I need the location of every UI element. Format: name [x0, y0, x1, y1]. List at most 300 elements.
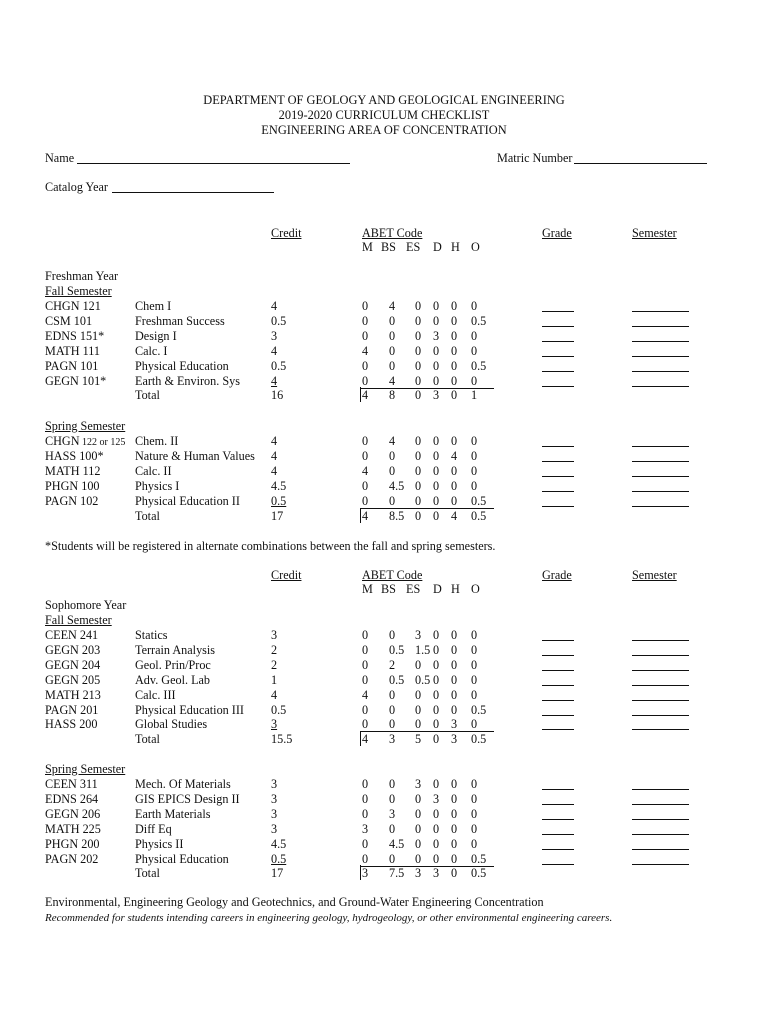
grade-blank-line[interactable] [542, 804, 574, 805]
abet-value: 0 [389, 702, 396, 717]
abet-total-value: 5 [415, 732, 422, 747]
abet-value: 0 [415, 299, 422, 313]
course-code: EDNS 264 [45, 791, 99, 806]
course-credit: 4.5 [271, 478, 287, 493]
abet-total-value: 0 [415, 508, 422, 523]
abet-value: 0 [451, 821, 458, 836]
grade-blank-line[interactable] [542, 491, 574, 492]
abet-subcode-header: ES [406, 582, 421, 596]
course-name: Earth Materials [135, 806, 211, 821]
abet-value: 0 [362, 642, 369, 657]
grade-blank-line[interactable] [542, 864, 574, 865]
course-code: PAGN 201 [45, 702, 99, 717]
abet-total-value: 0 [433, 732, 440, 747]
semester-heading: Fall Semester [45, 284, 112, 298]
course-code: MATH 225 [45, 821, 101, 836]
abet-value: 0 [451, 672, 458, 687]
course-code: GEGN 101* [45, 373, 107, 388]
abet-value: 0 [433, 434, 440, 448]
abet-value: 0 [362, 672, 369, 687]
grade-blank-line[interactable] [542, 311, 574, 312]
abet-total-bracket [360, 731, 361, 746]
abet-value: 0 [415, 313, 422, 328]
abet-value: 0 [389, 851, 396, 866]
abet-value: 2 [389, 657, 396, 672]
course-code: EDNS 151* [45, 328, 105, 343]
abet-value: 0 [451, 657, 458, 672]
course-name: Earth & Environ. Sys [135, 373, 240, 388]
abet-value: 0 [389, 628, 396, 642]
name-input-line[interactable] [77, 163, 350, 164]
semester-column-header: Semester [632, 226, 677, 240]
abet-subcode-header: O [471, 582, 480, 596]
semester-blank-line[interactable] [632, 356, 689, 357]
abet-subcode-header: ES [406, 240, 421, 254]
abet-value: 0 [471, 434, 478, 448]
abet-value: 0 [433, 448, 440, 463]
abet-value: 4.5 [389, 478, 405, 493]
recommendation-note: Recommended for students intending careers in engineering geology, hydrogeology, or other environmental engineering careers. [45, 912, 613, 924]
semester-blank-line[interactable] [632, 849, 689, 850]
abet-total-value: 3 [415, 866, 422, 881]
abet-total-value: 3 [389, 732, 396, 747]
abet-value: 0 [415, 702, 422, 717]
abet-value: 3 [433, 791, 440, 806]
abet-value: 0 [433, 358, 440, 373]
semester-blank-line[interactable] [632, 341, 689, 342]
abet-value: 0 [415, 821, 422, 836]
abet-value: 0 [362, 806, 369, 821]
abet-value: 0 [389, 791, 396, 806]
abet-value: 0 [471, 836, 478, 851]
abet-value: 0 [451, 434, 458, 448]
year-heading: Sophomore Year [45, 598, 127, 612]
grade-blank-line[interactable] [542, 849, 574, 850]
abet-value: 0 [433, 717, 440, 732]
grade-blank-line[interactable] [542, 356, 574, 357]
course-credit: 3 [271, 328, 278, 343]
course-code: PAGN 202 [45, 851, 99, 866]
semester-blank-line[interactable] [632, 685, 689, 686]
abet-value: 0 [415, 493, 422, 508]
course-code: MATH 112 [45, 463, 101, 478]
course-name: Calc. I [135, 343, 168, 358]
abet-value: 0.5 [471, 358, 487, 373]
course-code: MATH 111 [45, 343, 100, 358]
course-code: PHGN 100 [45, 478, 100, 493]
course-name: Design I [135, 328, 177, 343]
semester-blank-line[interactable] [632, 715, 689, 716]
abet-value: 0 [415, 851, 422, 866]
total-credit: 15.5 [271, 732, 293, 747]
abet-value: 0 [451, 806, 458, 821]
total-label: Total [135, 388, 160, 403]
abet-total-value: 7.5 [389, 866, 405, 881]
abet-value: 0 [362, 628, 369, 642]
course-credit: 1 [271, 672, 278, 687]
semester-blank-line[interactable] [632, 700, 689, 701]
abet-value: 0 [433, 687, 440, 702]
abet-value: 0 [389, 777, 396, 791]
abet-value: 0 [471, 642, 478, 657]
grade-blank-line[interactable] [542, 834, 574, 835]
abet-value: 0 [415, 687, 422, 702]
abet-value: 3 [433, 328, 440, 343]
abet-value: 0 [451, 478, 458, 493]
abet-value: 0 [415, 328, 422, 343]
course-credit: 4 [271, 448, 278, 463]
abet-value: 4 [362, 343, 369, 358]
abet-value: 4 [389, 299, 396, 313]
abet-value: 0 [389, 493, 396, 508]
abet-total-value: 3 [451, 732, 458, 747]
course-credit: 4 [271, 343, 278, 358]
abet-value: 0.5 [471, 313, 487, 328]
abet-value: 0.5 [415, 672, 431, 687]
semester-column-header: Semester [632, 568, 677, 582]
abet-value: 0 [433, 313, 440, 328]
abet-subcode-header: M [362, 582, 373, 596]
abet-code-column-header: ABET Code [362, 568, 423, 582]
abet-value: 0 [451, 836, 458, 851]
abet-value: 0 [415, 478, 422, 493]
abet-value: 0 [362, 657, 369, 672]
abet-value: 0 [362, 493, 369, 508]
abet-value: 0 [415, 806, 422, 821]
course-code-options: 122 or 125 [79, 437, 126, 448]
semester-blank-line[interactable] [632, 461, 689, 462]
name-label: Name [45, 151, 75, 165]
semester-blank-line[interactable] [632, 491, 689, 492]
semester-blank-line[interactable] [632, 371, 689, 372]
grade-blank-line[interactable] [542, 371, 574, 372]
abet-value: 0 [471, 448, 478, 463]
grade-blank-line[interactable] [542, 685, 574, 686]
abet-total-value: 3 [433, 388, 440, 403]
abet-total-bracket [360, 387, 361, 402]
abet-value: 0 [362, 299, 369, 313]
course-credit: 4.5 [271, 836, 287, 851]
abet-value: 0 [471, 657, 478, 672]
course-credit: 4 [271, 299, 278, 313]
grade-blank-line[interactable] [542, 476, 574, 477]
catalog-year-label: Catalog Year [45, 180, 108, 194]
grade-column-header: Grade [542, 568, 572, 582]
abet-code-column-header: ABET Code [362, 226, 423, 240]
abet-value: 0 [451, 851, 458, 866]
course-name: Global Studies [135, 717, 208, 732]
grade-blank-line[interactable] [542, 640, 574, 641]
grade-blank-line[interactable] [542, 386, 574, 387]
course-name: Nature & Human Values [135, 448, 255, 463]
course-credit: 2 [271, 657, 278, 672]
course-code: HASS 200 [45, 717, 98, 732]
semester-blank-line[interactable] [632, 506, 689, 507]
abet-total-bracket [360, 865, 361, 880]
total-label: Total [135, 866, 160, 881]
abet-value: 0 [362, 777, 369, 791]
grade-blank-line[interactable] [542, 655, 574, 656]
abet-value: 0 [415, 657, 422, 672]
abet-value: 0 [471, 463, 478, 478]
alternate-registration-note: *Students will be registered in alternate combinations between the fall and spring semesters. [45, 539, 496, 553]
course-credit: 2 [271, 642, 278, 657]
semester-heading: Fall Semester [45, 613, 112, 627]
abet-total-value: 4 [362, 732, 369, 747]
course-credit: 0.5 [271, 493, 287, 508]
semester-blank-line[interactable] [632, 386, 689, 387]
course-code: CEEN 241 [45, 628, 99, 642]
grade-blank-line[interactable] [542, 670, 574, 671]
grade-blank-line[interactable] [542, 446, 574, 447]
abet-value: 0 [451, 777, 458, 791]
semester-heading: Spring Semester [45, 762, 126, 776]
abet-value: 0.5 [471, 851, 487, 866]
abet-value: 0 [362, 791, 369, 806]
semester-blank-line[interactable] [632, 819, 689, 820]
abet-value: 0 [415, 836, 422, 851]
abet-value: 0 [389, 448, 396, 463]
course-name: Adv. Geol. Lab [135, 672, 211, 687]
abet-value: 0 [471, 328, 478, 343]
abet-value: 0 [433, 373, 440, 388]
abet-value: 0 [471, 343, 478, 358]
abet-value: 0 [415, 373, 422, 388]
abet-value: 0 [471, 717, 478, 732]
abet-value: 1.5 [415, 642, 431, 657]
abet-total-value: 8 [389, 388, 396, 403]
course-code: MATH 213 [45, 687, 101, 702]
course-name: Physical Education [135, 851, 229, 866]
doc-title-concentration: ENGINEERING AREA OF CONCENTRATION [261, 123, 507, 137]
course-code: CEEN 311 [45, 777, 98, 791]
course-code: GEGN 204 [45, 657, 101, 672]
course-credit: 3 [271, 717, 278, 732]
abet-value: 0 [451, 313, 458, 328]
credit-column-header: Credit [271, 568, 302, 582]
course-code: CHGN 122 or 125 [45, 434, 126, 448]
abet-value: 0 [362, 448, 369, 463]
abet-value: 0 [389, 687, 396, 702]
grade-blank-line[interactable] [542, 506, 574, 507]
abet-value: 0 [433, 478, 440, 493]
abet-value: 0 [362, 358, 369, 373]
concentration-title: Environmental, Engineering Geology and Geotechnics, and Ground-Water Engineering Concentration [45, 895, 544, 909]
abet-value: 0 [433, 836, 440, 851]
abet-value: 0 [451, 493, 458, 508]
abet-value: 0 [451, 373, 458, 388]
grade-column-header: Grade [542, 226, 572, 240]
abet-value: 3 [362, 821, 369, 836]
abet-total-value: 8.5 [389, 508, 405, 523]
abet-value: 0 [433, 463, 440, 478]
course-credit: 4 [271, 687, 278, 702]
abet-value: 0 [433, 493, 440, 508]
abet-value: 0 [362, 328, 369, 343]
course-credit: 0.5 [271, 851, 287, 866]
abet-total-value: 3 [362, 866, 369, 881]
semester-blank-line[interactable] [632, 640, 689, 641]
abet-value: 0 [433, 672, 440, 687]
grade-blank-line[interactable] [542, 789, 574, 790]
abet-total-value: 0 [451, 866, 458, 881]
semester-blank-line[interactable] [632, 670, 689, 671]
course-name: Freshman Success [135, 313, 225, 328]
abet-value: 0 [389, 821, 396, 836]
total-label: Total [135, 508, 160, 523]
abet-value: 0 [471, 687, 478, 702]
abet-value: 0 [415, 343, 422, 358]
abet-value: 4 [389, 434, 396, 448]
abet-total-value: 3 [433, 866, 440, 881]
abet-total-value: 4 [451, 508, 458, 523]
abet-subcode-header: H [451, 582, 460, 596]
course-name: Statics [135, 628, 168, 642]
semester-blank-line[interactable] [632, 804, 689, 805]
course-code: GEGN 203 [45, 642, 101, 657]
course-name: Diff Eq [135, 821, 172, 836]
semester-blank-line[interactable] [632, 834, 689, 835]
abet-value: 4.5 [389, 836, 405, 851]
semester-blank-line[interactable] [632, 326, 689, 327]
course-name: Physical Education [135, 358, 229, 373]
matric-number-label: Matric Number [497, 151, 573, 165]
abet-value: 0 [471, 791, 478, 806]
course-name: Terrain Analysis [135, 642, 216, 657]
abet-subcode-header: H [451, 240, 460, 254]
abet-value: 0 [471, 672, 478, 687]
abet-value: 0 [415, 434, 422, 448]
abet-value: 0.5 [471, 702, 487, 717]
abet-value: 0 [471, 373, 478, 388]
course-name: Physical Education II [135, 493, 240, 508]
abet-value: 0 [433, 851, 440, 866]
credit-column-header: Credit [271, 226, 302, 240]
abet-value: 0 [433, 628, 440, 642]
total-credit: 16 [271, 388, 284, 403]
grade-blank-line[interactable] [542, 819, 574, 820]
course-code: PAGN 101 [45, 358, 99, 373]
grade-blank-line[interactable] [542, 729, 574, 730]
course-credit: 0.5 [271, 702, 287, 717]
abet-value: 0 [362, 478, 369, 493]
course-code: PHGN 200 [45, 836, 100, 851]
abet-value: 4 [451, 448, 458, 463]
abet-value: 0 [451, 687, 458, 702]
grade-blank-line[interactable] [542, 341, 574, 342]
abet-total-value: 0 [451, 388, 458, 403]
course-code: HASS 100* [45, 448, 104, 463]
abet-total-value: 0.5 [471, 732, 487, 747]
abet-value: 0 [415, 791, 422, 806]
abet-value: 3 [415, 777, 422, 791]
course-credit: 4 [271, 463, 278, 478]
semester-blank-line[interactable] [632, 789, 689, 790]
semester-blank-line[interactable] [632, 446, 689, 447]
abet-value: 0 [433, 299, 440, 313]
semester-blank-line[interactable] [632, 655, 689, 656]
abet-value: 3 [415, 628, 422, 642]
grade-blank-line[interactable] [542, 461, 574, 462]
abet-value: 0 [389, 313, 396, 328]
abet-total-value: 1 [471, 388, 478, 403]
abet-total-value: 4 [362, 508, 369, 523]
abet-value: 0 [451, 328, 458, 343]
abet-value: 0 [415, 448, 422, 463]
semester-blank-line[interactable] [632, 729, 689, 730]
abet-value: 0 [433, 642, 440, 657]
semester-blank-line[interactable] [632, 311, 689, 312]
total-credit: 17 [271, 508, 284, 523]
abet-value: 0 [433, 657, 440, 672]
abet-value: 0 [415, 717, 422, 732]
doc-title-department: DEPARTMENT OF GEOLOGY AND GEOLOGICAL ENGINEERING [203, 93, 565, 107]
course-name: Calc. III [135, 687, 176, 702]
course-credit: 3 [271, 628, 278, 642]
abet-total-value: 0 [433, 508, 440, 523]
catalog-year-input-line[interactable] [112, 192, 274, 193]
abet-value: 0 [389, 717, 396, 732]
abet-value: 0 [471, 777, 478, 791]
abet-value: 0 [433, 806, 440, 821]
course-name: Physical Education III [135, 702, 244, 717]
abet-value: 0 [451, 628, 458, 642]
semester-blank-line[interactable] [632, 476, 689, 477]
course-credit: 3 [271, 777, 278, 791]
abet-value: 4 [362, 687, 369, 702]
abet-value: 0 [415, 358, 422, 373]
semester-blank-line[interactable] [632, 864, 689, 865]
abet-value: 0 [451, 343, 458, 358]
abet-value: 3 [451, 717, 458, 732]
total-credit: 17 [271, 866, 284, 881]
abet-total-value: 4 [362, 388, 369, 403]
abet-value: 0 [433, 777, 440, 791]
course-code: GEGN 205 [45, 672, 101, 687]
abet-value: 3 [389, 806, 396, 821]
matric-number-input-line[interactable] [574, 163, 707, 164]
abet-subcode-header: O [471, 240, 480, 254]
abet-value: 0 [451, 299, 458, 313]
course-credit: 0.5 [271, 313, 287, 328]
total-label: Total [135, 732, 160, 747]
grade-blank-line[interactable] [542, 715, 574, 716]
abet-value: 0.5 [471, 493, 487, 508]
abet-subcode-header: BS [381, 582, 396, 596]
grade-blank-line[interactable] [542, 326, 574, 327]
abet-value: 0 [451, 702, 458, 717]
abet-value: 0 [471, 299, 478, 313]
abet-subcode-header: D [433, 240, 442, 254]
course-name: Calc. II [135, 463, 172, 478]
abet-value: 0 [471, 821, 478, 836]
abet-value: 0 [389, 463, 396, 478]
abet-value: 0 [362, 702, 369, 717]
abet-value: 0 [362, 836, 369, 851]
abet-value: 4 [362, 463, 369, 478]
abet-value: 0 [433, 702, 440, 717]
abet-value: 0 [389, 343, 396, 358]
abet-value: 0 [415, 463, 422, 478]
course-credit: 3 [271, 791, 278, 806]
abet-value: 0 [471, 628, 478, 642]
course-name: Chem. II [135, 434, 179, 448]
abet-total-value: 0.5 [471, 866, 487, 881]
abet-subcode-header: M [362, 240, 373, 254]
semester-heading: Spring Semester [45, 419, 126, 433]
abet-value: 4 [389, 373, 396, 388]
grade-blank-line[interactable] [542, 700, 574, 701]
